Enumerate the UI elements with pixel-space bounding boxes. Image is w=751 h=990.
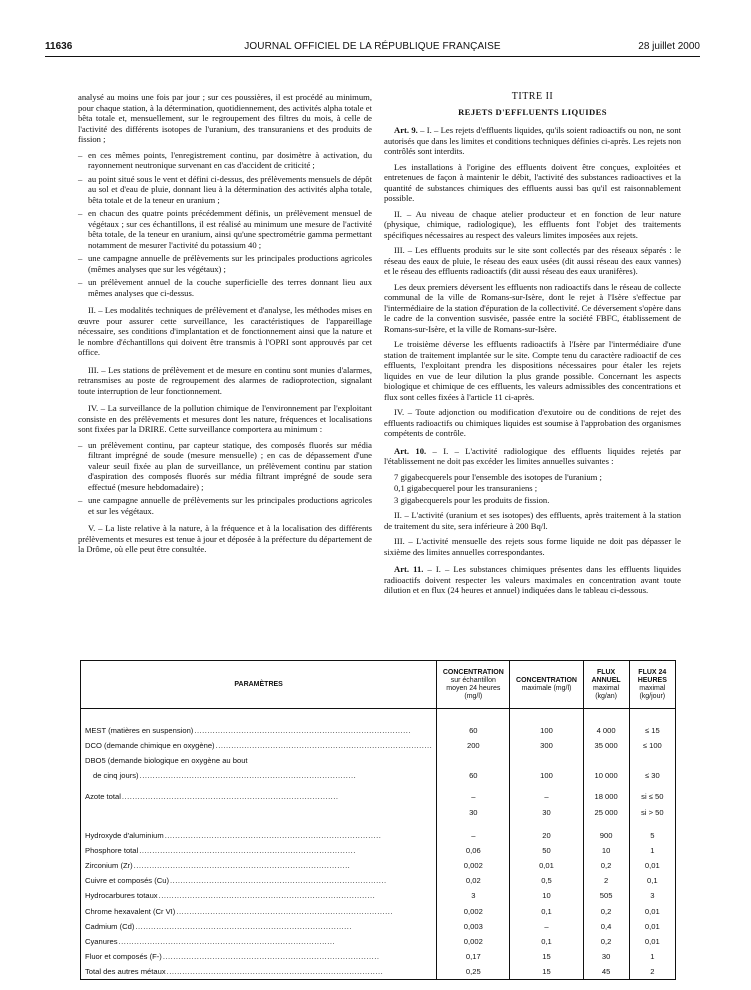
list-item: 3 gigabecquerels pour les produits de fission. (394, 494, 550, 505)
table-cell-value: 15 (510, 949, 583, 964)
table-row (81, 949, 676, 964)
article-9-IV: IV. – Toute adjonction ou modification d'exutoire ou de conditions de rejet des effluents radioactifs ou chimiques liquides est soumise à l'approbation des organismes compétents de contrôle. (384, 407, 681, 438)
table-cell-value: 0,25 (437, 964, 510, 979)
table-cell-value: 505 (583, 888, 629, 903)
table-cell-value: 0,06 (437, 843, 510, 858)
article-9-paragraph-3: Les deux premiers déversent les effluents non radioactifs dans le réseau de collecte communal de la ville de Romans-sur-Isère, dont le rejet à l'Isère s'effectue par l'intermédiaire de la station d'épuration de la collectivité. Ce déversement s'opère dans le cadre de la convention susvisée, passée entre la société FBFC, établissement de Romans-sur-Isère, et la ville de Romans-sur-Isère. (384, 281, 681, 334)
table-cell-value: ≤ 15 (629, 723, 675, 738)
table-cell-value: 4 000 (583, 723, 629, 738)
paragraph-II: II. – Les modalités techniques de prélèvement et d'analyse, les méthodes mises en œuvre pour assurer cette surveillance, les caractéristiques de l'appareillage nécessaire, ses conditions d'implantation et de fonctionnement ainsi que la nature et le nombre d'échantillons qui doivent être transmis à l'OPRI sont approuvés par cet office. (78, 305, 372, 357)
table-cell-value (583, 753, 629, 768)
intro-paragraph: analysé au moins une fois par jour ; sur ces poussières, il est procédé au minimum, pour chaque station, à la détermination, quotidiennement, des activités alpha totale et bêta totale et, mensuellement, sur le regroupement des filtres du mois, à celle de l'activité des différents isotopes de l'uranium, des transuraniens et des produits de fission ; (78, 92, 372, 144)
table-cell-value: 0,2 (583, 934, 629, 949)
table-row (81, 873, 676, 888)
table-cell-value: 35 000 (583, 738, 629, 753)
section-title: TITRE II (511, 91, 554, 102)
article-10-II: II. – L'activité (uranium et ses isotopes) des effluents, après traitement à la station de traitement du site, sera inférieure à 200 Bq/l. (384, 510, 681, 531)
table-spacer (81, 709, 676, 723)
left-column (78, 92, 372, 560)
list-item: – une campagne annuelle de prélèvements sur les principales productions agricoles et sur les végétaux. (78, 495, 372, 516)
table-cell-parameter: Total des autres métaux ..... (81, 964, 437, 979)
publication-date: 28 juillet 2000 (638, 41, 700, 52)
table-cell-parameter: Phosphore total ..... (81, 843, 437, 858)
table-cell-value: 30 (583, 949, 629, 964)
table-cell-value: 0,002 (437, 934, 510, 949)
table-row (81, 964, 676, 979)
article-9-paragraph-4: Le troisième déverse les effluents radioactifs à l'Isère par l'intermédiaire d'une station de traitement implantée sur le site. Compte tenu du caractère radioactif de ces effluents, l'exploitant prendra les dispositions nécessaires pour étaler les rejets liquides en vue de leur dilution la plus grande possible. Concernant les aspects biologique et chimique de ces effluents, les valeurs admissibles des concentrations et flux sont celles fixées à l'article 11 ci-après. (384, 339, 681, 402)
table-cell-value: 100 (510, 768, 583, 783)
article-9-III: III. – Les effluents produits sur le site sont collectés par des réseaux séparés : le réseau des eaux de pluie, le réseau des eaux usées (dit aussi réseau des eaux vannes) et le réseau des effluents radioactifs (dit aussi réseau des eaux uranifères). (384, 245, 681, 276)
table-cell-value: 0,1 (510, 934, 583, 949)
table-cell-value: 1 (629, 843, 675, 858)
table-cell-value: si ≤ 50 (629, 789, 675, 804)
list-item: – un prélèvement annuel de la couche superficielle des terres donnant lieu aux mêmes analyses que ci-dessus. (78, 277, 372, 298)
section-subtitle: REJETS D'EFFLUENTS LIQUIDES (458, 106, 607, 117)
table-cell-value: 0,1 (629, 873, 675, 888)
table-cell-value: 0,002 (437, 904, 510, 919)
table-cell-value: 20 (510, 828, 583, 843)
table-cell-value: 0,1 (510, 904, 583, 919)
table-cell-value: 10 (510, 888, 583, 903)
article-9-text: – I. – Les rejets d'effluents liquides, qu'ils soient radioactifs ou non, ne sont autorisés que dans les limites et conditions techniques définies ci-après. Les rejets non contrôlés sont interdits. (384, 125, 682, 156)
list-item: – au point situé sous le vent et défini ci-dessus, des prélèvements mensuels de dépôt au sol et d'eau de pluie, donnant lieu à la détermination des activités alpha totale, bêta totale et de la teneur en uranium ; (78, 174, 372, 206)
page-number: 11636 (45, 41, 73, 52)
table-cell-parameter: Cyanures ..... (81, 934, 437, 949)
table-cell-value: – (510, 919, 583, 934)
table-cell-value: 0,17 (437, 949, 510, 964)
article-11-label: Art. 11. (394, 564, 424, 574)
table-cell-value: 60 (437, 768, 510, 783)
list-item: – un prélèvement continu, par capteur statique, des composés fluorés sur média filtrant imprégné de soude (mesure mensuelle) ; en cas de dépassement d'une valeur seuil fixée au plan de surveillance, un prélèvement continu par station d'aspiration des composés fluorés sur média filtrant imprégné de soude sera effectué (mesure hebdomadaire) ; (78, 440, 372, 493)
article-9-paragraph-2: Les installations à l'origine des effluents doivent être conçues, exploitées et entretenues de façon à maintenir le débit, l'activité des substances radioactives et la quantité de substances chimiques des effluents aussi bas qu'il est raisonnablement possible. (384, 161, 681, 203)
table-row (81, 723, 676, 738)
table-cell-value: 45 (583, 964, 629, 979)
table-row (81, 804, 676, 819)
table-spacer (81, 820, 676, 828)
table-cell-value: 10 000 (583, 768, 629, 783)
table-cell-value: 0,002 (437, 858, 510, 873)
article-10-paragraph (384, 446, 681, 467)
table-cell-value: 0,01 (510, 858, 583, 873)
table-cell-parameter: Azote total ..... (81, 789, 437, 804)
table-cell-parameter: Zirconium (Zr) ..... (81, 858, 437, 873)
table-cell-value: 900 (583, 828, 629, 843)
table-cell-value: 1 (629, 949, 675, 964)
table-cell-value: 30 (510, 804, 583, 819)
table-row (81, 753, 676, 768)
header-rule (45, 56, 700, 57)
list-item: – en ces mêmes points, l'enregistrement continu, par dosimètre à activation, du rayonnement neutronique survenant en cas d'accident de criticité ; (78, 150, 372, 171)
article-9-paragraph (384, 125, 681, 157)
table-cell-value: 300 (510, 738, 583, 753)
table-cell-value (437, 753, 510, 768)
table-cell-value: – (510, 789, 583, 804)
table-cell-value: ≤ 100 (629, 738, 675, 753)
table-cell-value: 0,01 (629, 858, 675, 873)
page-header (45, 41, 700, 57)
table-cell-value: 2 (583, 873, 629, 888)
table-cell-parameter: de cinq jours) ..... (81, 768, 437, 783)
table-cell-parameter (81, 804, 437, 819)
activity-limits-list (384, 472, 681, 506)
table-row (81, 934, 676, 949)
table-cell-parameter: Hydroxyde d'aluminium ..... (81, 828, 437, 843)
table-cell-value: 30 (437, 804, 510, 819)
table-cell-value: 0,01 (629, 919, 675, 934)
table-cell-parameter: Cuivre et composés (Cu) ..... (81, 873, 437, 888)
table-cell-value: 15 (510, 964, 583, 979)
table-cell-parameter: DBO5 (demande biologique en oxygène au bout (81, 753, 437, 768)
article-10-label: Art. 10. (394, 445, 427, 456)
table-cell-value (629, 753, 675, 768)
header-parameters: PARAMÈTRES (81, 661, 437, 709)
table-row (81, 919, 676, 934)
table-row (81, 888, 676, 903)
table-cell-value: 3 (629, 888, 675, 903)
table-cell-value: 25 000 (583, 804, 629, 819)
article-10-text: – I. – L'activité radiologique des effluents liquides rejetés par l'établissement ne doit pas excéder les limites annuelles suivantes : (384, 445, 682, 466)
table-cell-value: 0,02 (437, 873, 510, 888)
table-header-row (81, 661, 676, 709)
table-row (81, 789, 676, 804)
table-row (81, 738, 676, 753)
table-cell-value: – (437, 789, 510, 804)
table-cell-value: 10 (583, 843, 629, 858)
table-row (81, 904, 676, 919)
journal-title: JOURNAL OFFICIEL DE LA RÉPUBLIQUE FRANÇAISE (244, 41, 501, 52)
list-item: 0,1 gigabecquerel pour les transuraniens ; (394, 483, 538, 493)
article-10-III: III. – L'activité mensuelle des rejets sous forme liquide ne doit pas dépasser le sixième des limites annuelles correspondantes. (384, 536, 681, 557)
table-cell-value: 0,003 (437, 919, 510, 934)
table-cell-value: 0,01 (629, 904, 675, 919)
paragraph-V: V. – La liste relative à la nature, à la fréquence et à la localisation des différents prélèvements et mesures est tenue à jour et déposée à la préfecture du département de la Drôme, où elle peut être consultée. (78, 523, 372, 554)
table-cell-value: 0,2 (583, 858, 629, 873)
table-cell-parameter: Hydrocarbures totaux ..... (81, 888, 437, 903)
table-cell-value: 60 (437, 723, 510, 738)
table-cell-value (510, 753, 583, 768)
list-item: 7 gigabecquerels pour l'ensemble des isotopes de l'uranium ; (394, 471, 602, 482)
article-11-paragraph (384, 564, 681, 596)
article-9-II: II. – Au niveau de chaque atelier producteur et en fonction de leur nature (physique, chimique, radiologique), les effluents font l'objet des traitements spécifiques nécessaires au respect des valeurs limites imposées aux rejets. (384, 208, 681, 240)
table-cell-value: 5 (629, 828, 675, 843)
chemical-monitoring-list (78, 440, 372, 517)
table-cell-parameter: Cadmium (Cd) ..... (81, 919, 437, 934)
limits-table (80, 660, 676, 980)
table-cell-value: 0,2 (583, 904, 629, 919)
limits-table-container (80, 660, 676, 980)
table-cell-value: 3 (437, 888, 510, 903)
table-body (81, 709, 676, 980)
list-item: – une campagne annuelle de prélèvements sur les principales productions agricoles (mêmes analyses que sur les végétaux) ; (78, 253, 372, 274)
table-row (81, 828, 676, 843)
table-cell-parameter: MEST (matières en suspension) ..... (81, 723, 437, 738)
table-row (81, 843, 676, 858)
table-cell-parameter: Chrome hexavalent (Cr VI) ..... (81, 904, 437, 919)
article-9-label: Art. 9. (394, 125, 418, 135)
table-cell-value: ≤ 30 (629, 768, 675, 783)
table-cell-value: – (437, 828, 510, 843)
paragraph-III: III. – Les stations de prélèvement et de mesure en continu sont munies d'alarmes, retransmises au poste de regroupement des alarmes de radioprotection, signalant toute interruption de leur fonctionnement. (78, 364, 372, 396)
table-cell-value: 0,01 (629, 934, 675, 949)
table-cell-value: 100 (510, 723, 583, 738)
table-cell-value: 200 (437, 738, 510, 753)
right-column (384, 92, 681, 601)
table-cell-parameter: DCO (demande chimique en oxygène) ..... (81, 738, 437, 753)
table-cell-value: si > 50 (629, 804, 675, 819)
table-row (81, 858, 676, 873)
header-concentration-max: CONCENTRATION maximale (mg/l) (510, 661, 583, 709)
monitoring-list (78, 150, 372, 299)
table-cell-value: 18 000 (583, 789, 629, 804)
table-cell-value: 50 (510, 843, 583, 858)
article-11-text: – I. – Les substances chimiques présentes dans les effluents liquides radioactifs doivent respecter les valeurs maximales en concentration avant toute dilution et en flux (24 heures et annuel) indiquées dans le tableau ci-dessous. (384, 564, 681, 595)
table-row (81, 768, 676, 783)
header-daily-flux: FLUX 24 HEURES maximal (kg/jour) (629, 661, 675, 709)
table-cell-value: 0,5 (510, 873, 583, 888)
header-annual-flux: FLUX ANNUEL maximal (kg/an) (583, 661, 629, 709)
header-concentration-24h: CONCENTRATION sur échantillon moyen 24 heures (mg/l) (437, 661, 510, 709)
table-cell-value: 2 (629, 964, 675, 979)
paragraph-IV: IV. – La surveillance de la pollution chimique de l'environnement par l'exploitant consiste en des prélèvements et mesures dont les nature, fréquences et localisations sont fixées par la DRIRE. Cette surveillance comportera au minimum : (78, 403, 372, 434)
table-cell-value: 0,4 (583, 919, 629, 934)
table-cell-parameter: Fluor et composés (F-) ..... (81, 949, 437, 964)
list-item: – en chacun des quatre points précédemment définis, un prélèvement mensuel de végétaux ; sur ces échantillons, il est réalisé au minimum une mesure de l'activité bêta totale, de la teneur en uranium, ainsi qu'une spectrométrie gamma permettant notamment de mesurer l'activité du potassium 40 ; (78, 208, 372, 250)
